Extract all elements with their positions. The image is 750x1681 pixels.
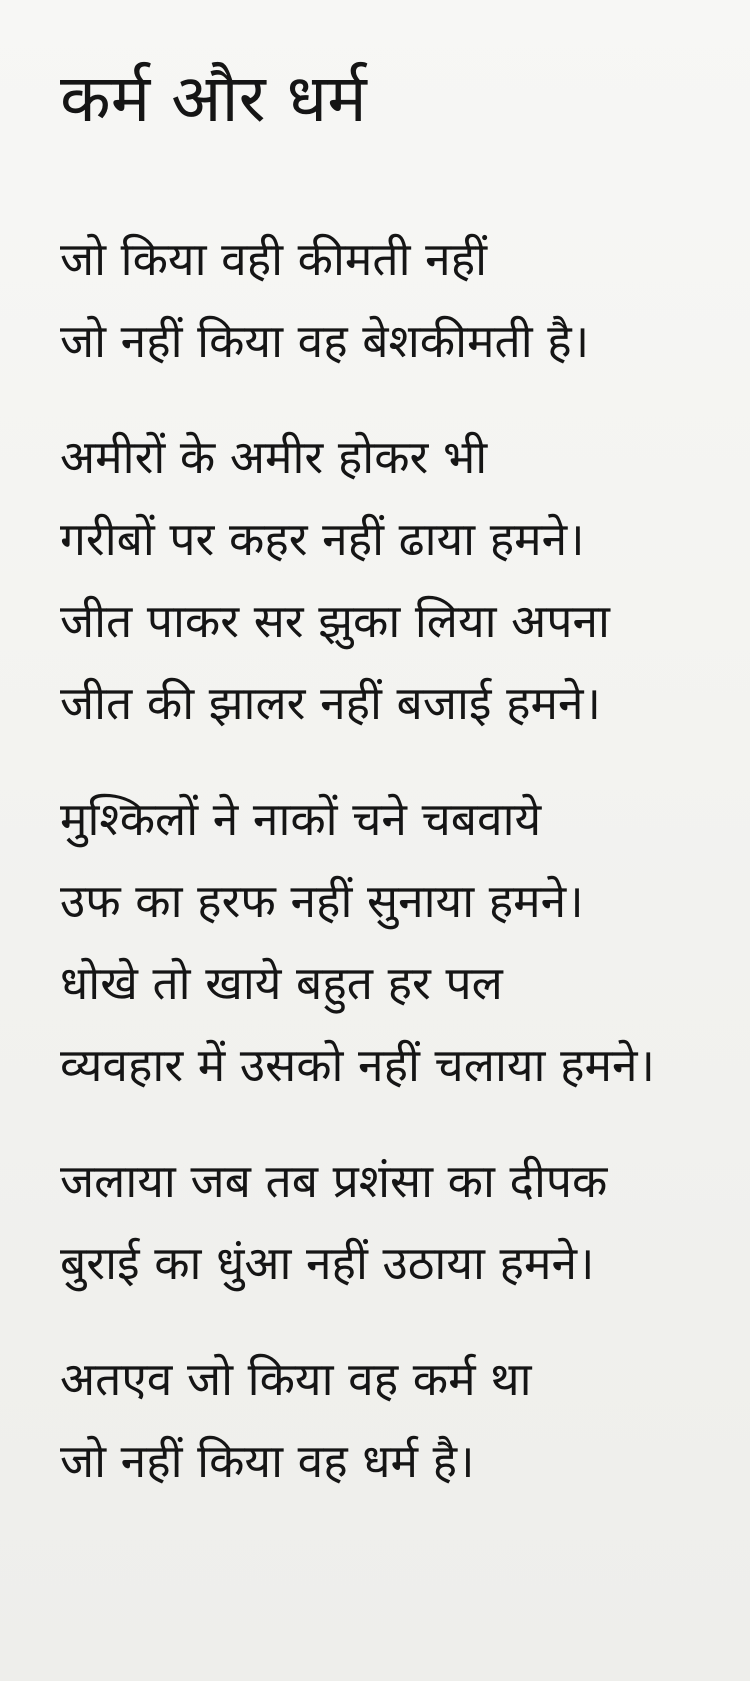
stanza-4	[60, 1140, 710, 1304]
poem-line: जीत की झालर नहीं बजाई हमने।	[60, 676, 601, 730]
stanza-3	[60, 778, 710, 1106]
poem-line: जो नहीं किया वह धर्म है।	[60, 1434, 475, 1488]
stanza-2	[60, 416, 710, 744]
poem-line: धोखे तो खाये बहुत हर पल	[60, 956, 503, 1010]
poem-line: जलाया जब तब प्रशंसा का दीपक	[60, 1154, 608, 1208]
poem-title: कर्म और धर्म	[60, 60, 367, 137]
poem-line: गरीबों पर कहर नहीं ढाया हमने।	[60, 512, 585, 566]
poem-line: जो किया वही कीमती नहीं	[60, 232, 488, 286]
stanza-5	[60, 1338, 710, 1502]
poem-line: जीत पाकर सर झुका लिया अपना	[60, 594, 610, 648]
poem-line: बुराई का धुंआ नहीं उठाया हमने।	[60, 1236, 595, 1290]
poem-line: मुश्किलों ने नाकों चने चबवाये	[60, 792, 542, 846]
stanza-1	[60, 218, 710, 382]
poem-line: अतएव जो किया वह कर्म था	[60, 1352, 532, 1406]
poem-line: व्यवहार में उसको नहीं चलाया हमने।	[60, 1038, 655, 1092]
poem-line: जो नहीं किया वह बेशकीमती है।	[60, 314, 590, 368]
poem-line: अमीरों के अमीर होकर भी	[60, 430, 488, 484]
poem-line: उफ का हरफ नहीं सुनाया हमने।	[60, 874, 584, 928]
